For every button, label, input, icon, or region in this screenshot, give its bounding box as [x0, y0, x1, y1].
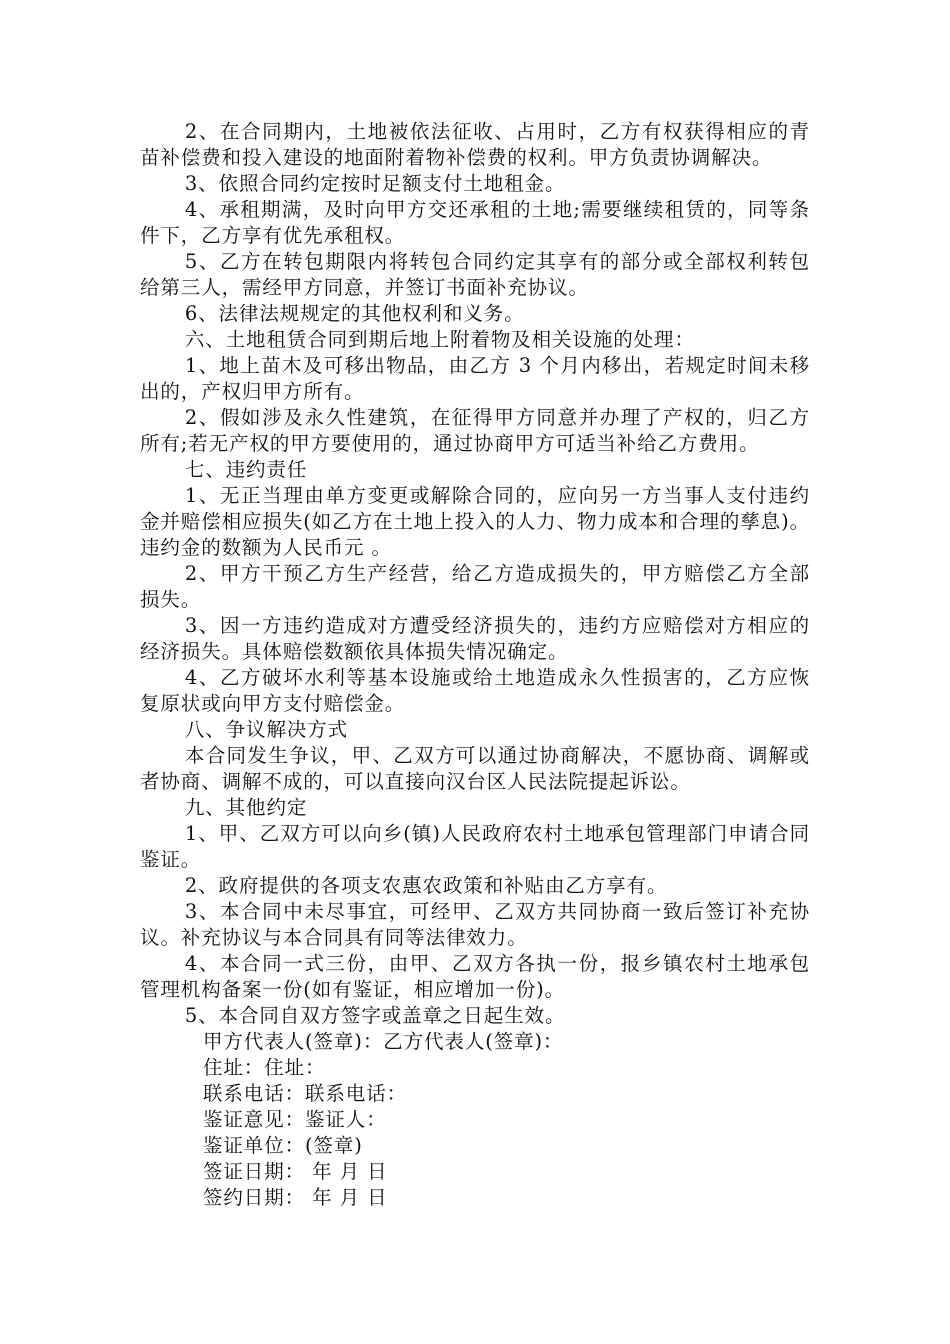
clause-dispute: 本合同发生争议，甲、乙双方可以通过协商解决，不愿协商、调解或者协商、调解不成的，可以直接向汉台区人民法院提起诉讼。 [140, 744, 810, 793]
signature-representatives: 甲方代表人(签章)：乙方代表人(签章)： [203, 1030, 564, 1053]
clause-obligation-2: 2、在合同期内，土地被依法征收、占用时，乙方有权获得相应的青苗补偿费和投入建设的地面附着物补偿费的权利。甲方负责协调解决。 [140, 120, 810, 169]
clause-other-4: 4、本合同一式三份，由甲、乙双方各执一份，报乡镇农村土地承包管理机构备案一份(如有鉴证，相应增加一份)。 [140, 952, 810, 1001]
section-heading-9: 九、其他约定 [184, 796, 308, 819]
clause-other-2: 2、政府提供的各项支农惠农政策和补贴由乙方享有。 [184, 874, 668, 897]
clause-attachments-1: 1、地上苗木及可移出物品，由乙方 3 个月内移出，若规定时间未移出的，产权归甲方所有。 [140, 354, 810, 403]
signature-visa-date: 签证日期： 年 月 日 [203, 1160, 388, 1183]
signature-appraisal-opinion: 鉴证意见：鉴证人： [203, 1108, 387, 1131]
clause-breach-2: 2、甲方干预乙方生产经营，给乙方造成损失的，甲方赔偿乙方全部损失。 [140, 562, 810, 611]
signature-address: 住址：住址： [203, 1056, 326, 1079]
clause-other-1: 1、甲、乙双方可以向乡(镇)人民政府农村土地承包管理部门申请合同鉴证。 [140, 822, 810, 871]
clause-obligation-6: 6、法律法规规定的其他权利和义务。 [184, 302, 525, 325]
clause-breach-4: 4、乙方破坏水利等基本设施或给土地造成永久性损害的，乙方应恢复原状或向甲方支付赔偿金。 [140, 666, 810, 715]
signature-phone: 联系电话：联系电话： [203, 1082, 408, 1105]
section-heading-8: 八、争议解决方式 [184, 718, 349, 741]
clause-attachments-2: 2、假如涉及永久性建筑，在征得甲方同意并办理了产权的，归乙方所有;若无产权的甲方要使用的，通过协商甲方可适当补给乙方费用。 [140, 406, 810, 455]
section-heading-6: 六、土地租赁合同到期后地上附着物及相关设施的处理： [184, 328, 695, 351]
clause-obligation-5: 5、乙方在转包期限内将转包合同约定其享有的部分或全部权利转包给第三人，需经甲方同意，并签订书面补充协议。 [140, 250, 810, 299]
signature-appraisal-unit: 鉴证单位：(签章) [203, 1134, 363, 1157]
clause-breach-3: 3、因一方违约造成对方遭受经济损失的，违约方应赔偿对方相应的经济损失。具体赔偿数额依具体损失情况确定。 [140, 614, 810, 663]
clause-obligation-4: 4、承租期满，及时向甲方交还承租的土地;需要继续租赁的，同等条件下，乙方享有优先承租权。 [140, 198, 810, 247]
clause-breach-1: 1、无正当理由单方变更或解除合同的，应向另一方当事人支付违约金并赔偿相应损失(如乙方在土地上投入的人力、物力成本和合理的孳息)。违约金的数额为人民币元 。 [140, 484, 810, 559]
signature-contract-date: 签约日期： 年 月 日 [203, 1186, 388, 1209]
section-heading-7: 七、违约责任 [184, 458, 308, 481]
clause-other-5: 5、本合同自双方签字或盖章之日起生效。 [184, 1004, 566, 1027]
contract-body [140, 119, 810, 1211]
clause-obligation-3: 3、依照合同约定按时足额支付土地租金。 [184, 172, 566, 195]
clause-other-3: 3、本合同中未尽事宜，可经甲、乙双方共同协商一致后签订补充协议。补充协议与本合同具有同等法律效力。 [140, 900, 810, 949]
